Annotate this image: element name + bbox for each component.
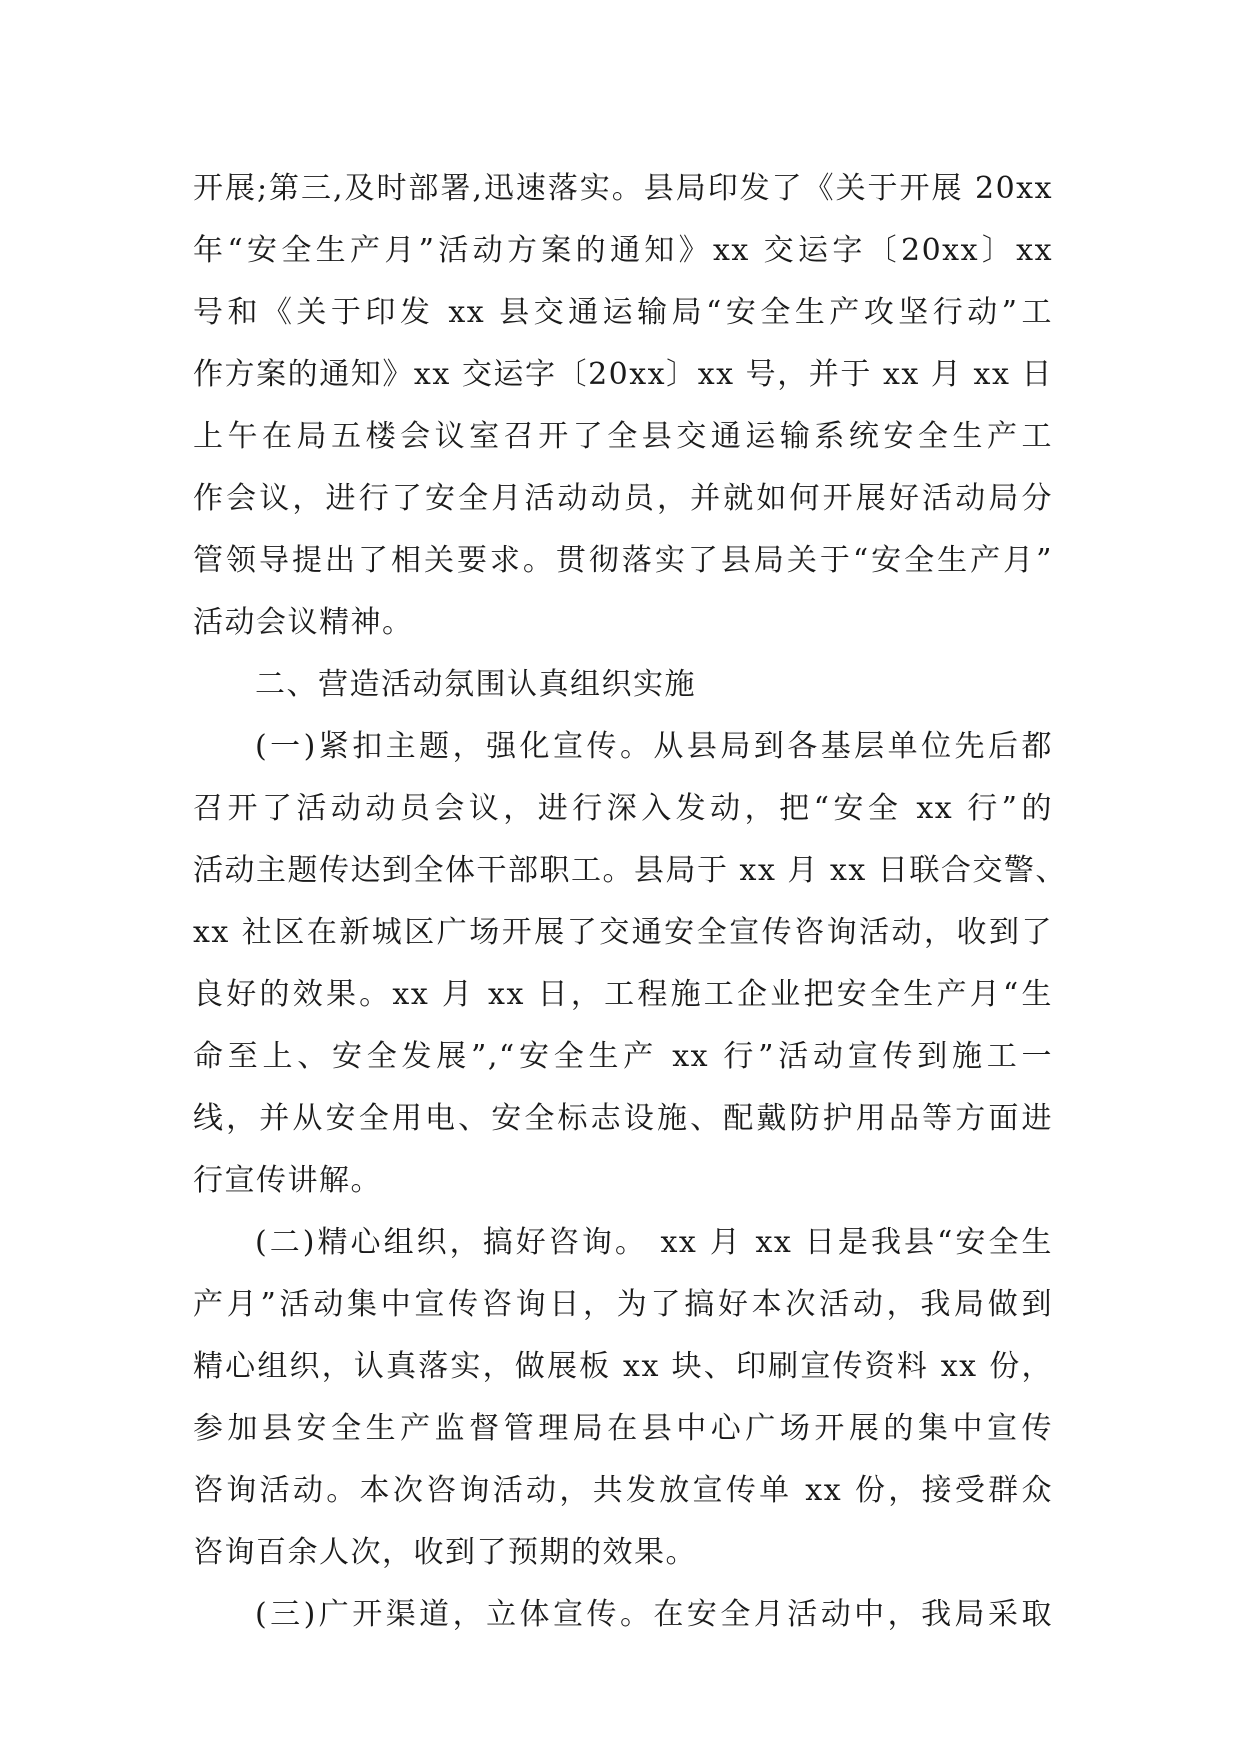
text-line: 管领导提出了相关要求。贯彻落实了县局关于“安全生产月” <box>193 543 1053 578</box>
text-line: 年“安全生产月”活动方案的通知》xx 交运字〔20xx〕xx <box>193 233 1053 268</box>
text-line: 活动会议精神。 <box>193 605 414 640</box>
text-line: 命至上、安全发展”,“安全生产 xx 行”活动宣传到施工一 <box>193 1039 1053 1074</box>
text-line: xx 社区在新城区广场开展了交通安全宣传咨询活动，收到了 <box>193 915 1053 950</box>
text-line: 咨询活动。本次咨询活动，共发放宣传单 xx 份，接受群众 <box>193 1473 1053 1508</box>
text-line: 作会议，进行了安全月活动动员，并就如何开展好活动局分 <box>193 481 1053 516</box>
text-line: 开展;第三,及时部署,迅速落实。县局印发了《关于开展 20xx <box>193 171 1053 206</box>
section-heading: 二、营造活动氛围认真组织实施 <box>255 667 696 702</box>
text-line: 产月”活动集中宣传咨询日，为了搞好本次活动，我局做到 <box>193 1287 1053 1322</box>
document-body <box>193 158 1067 1646</box>
text-line: 活动主题传达到全体干部职工。县局于 xx 月 xx 日联合交警、 <box>193 853 1067 888</box>
text-line: 作方案的通知》xx 交运字〔20xx〕xx 号，并于 xx 月 xx 日 <box>193 357 1053 392</box>
text-line: (二)精心组织，搞好咨询。 xx 月 xx 日是我县“安全生 <box>255 1225 1053 1260</box>
text-line: 召开了活动动员会议，进行深入发动，把“安全 xx 行”的 <box>193 791 1053 826</box>
text-line: 参加县安全生产监督管理局在县中心广场开展的集中宣传 <box>193 1411 1053 1446</box>
text-line: 精心组织，认真落实，做展板 xx 块、印刷宣传资料 xx 份， <box>193 1349 1053 1384</box>
text-line: 良好的效果。xx 月 xx 日，工程施工企业把安全生产月“生 <box>193 977 1053 1012</box>
text-line: 号和《关于印发 xx 县交通运输局“安全生产攻坚行动”工 <box>193 295 1053 330</box>
text-line: (三)广开渠道，立体宣传。在安全月活动中，我局采取 <box>255 1597 1053 1632</box>
text-line: 咨询百余人次，收到了预期的效果。 <box>193 1535 697 1570</box>
text-line: 上午在局五楼会议室召开了全县交通运输系统安全生产工 <box>193 419 1053 454</box>
text-line: 行宣传讲解。 <box>193 1163 382 1198</box>
text-line: 线，并从安全用电、安全标志设施、配戴防护用品等方面进 <box>193 1101 1053 1136</box>
text-line: (一)紧扣主题，强化宣传。从县局到各基层单位先后都 <box>255 729 1053 764</box>
